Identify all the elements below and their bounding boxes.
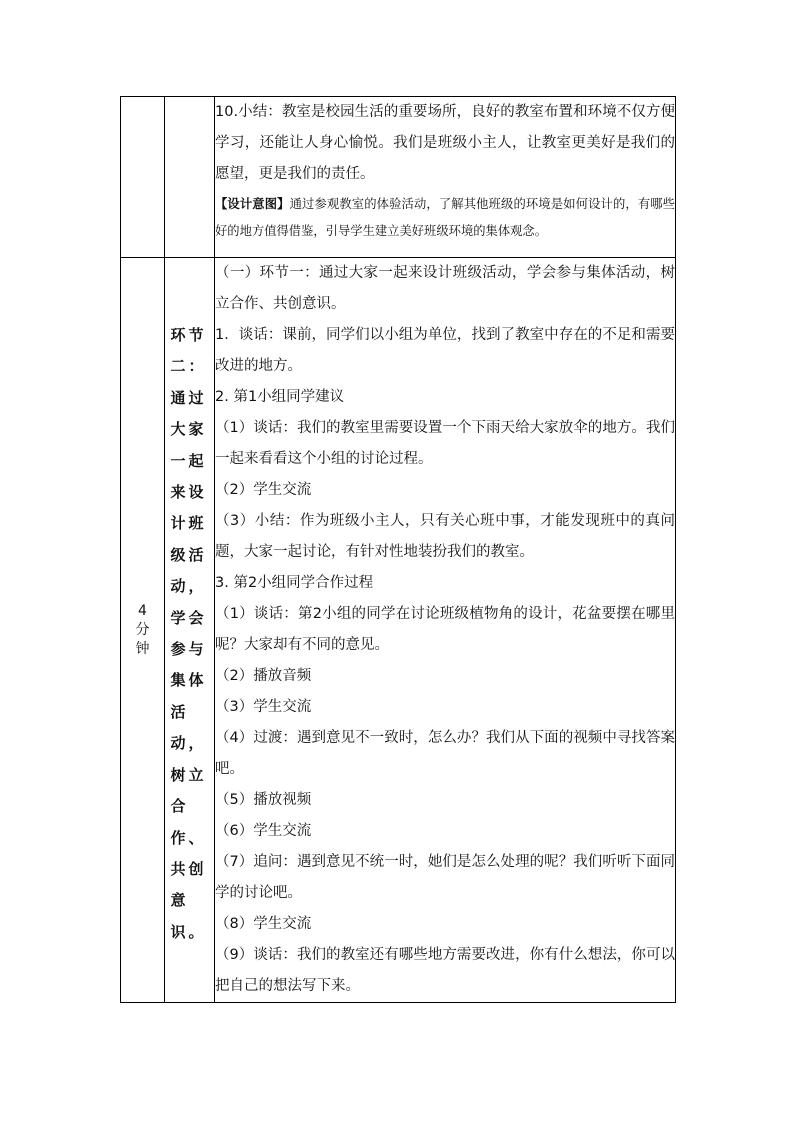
paragraph: （一）环节一：通过大家一起来设计班级活动，学会参与集体活动，树立合作、共创意识。 <box>215 265 675 312</box>
paragraph: 3. 第2小组同学合作过程 <box>215 575 374 591</box>
paragraph: （2）学生交流 <box>215 482 312 498</box>
time-cell-empty <box>121 97 165 258</box>
section-cell-empty <box>165 97 215 258</box>
paragraph: 1．谈话：课前，同学们以小组为单位，找到了教室中存在的不足和需要改进的地方。 <box>215 327 675 374</box>
design-intent-label: 【设计意图】 <box>215 196 290 211</box>
content-cell <box>215 258 676 1003</box>
paragraph: （5）播放视频 <box>215 792 312 808</box>
paragraph: （3）小结：作为班级小主人，只有关心班中事，才能发现班中的真问题，大家一起讨论，有针对性地装扮我们的教室。 <box>215 513 675 560</box>
paragraph: （2）播放音频 <box>215 668 312 684</box>
paragraph: （9）谈话：我们的教室还有哪些地方需要改进，你有什么想法，你可以把自己的想法写下来。 <box>215 947 675 994</box>
summary-paragraph: 10.小结：教室是校园生活的重要场所，良好的教室布置和环境不仅方便学习，还能让人身心愉悦。我们是班级小主人，让教室更美好是我们的愿望，更是我们的责任。 <box>215 104 675 182</box>
lesson-plan-table <box>120 96 676 1003</box>
paragraph: （6）学生交流 <box>215 823 312 839</box>
paragraph: 2. 第1小组同学建议 <box>215 389 345 405</box>
paragraph: （8）学生交流 <box>215 916 312 932</box>
section-cell <box>165 258 215 1003</box>
time-cell <box>121 258 165 1003</box>
duration-text: 4分钟 <box>135 602 150 657</box>
content-cell <box>215 97 676 258</box>
paragraph: （1）谈话：我们的教室里需要设置一个下雨天给大家放伞的地方。我们一起来看看这个小组的讨论过程。 <box>215 420 675 467</box>
paragraph: （1）谈话：第2小组的同学在讨论班级植物角的设计，花盆要摆在哪里呢？大家却有不同的意见。 <box>215 606 675 653</box>
table-row <box>121 258 676 1003</box>
design-intent <box>215 190 675 245</box>
paragraph: （7）追问：遇到意见不统一时，她们是怎么处理的呢？我们听听下面同学的讨论吧。 <box>215 854 675 901</box>
table-row <box>121 97 676 258</box>
design-intent-text: 通过参观教室的体验活动，了解其他班级的环境是如何设计的，有哪些好的地方值得借鉴，引导学生建立美好班级环境的集体观念。 <box>215 197 675 238</box>
section-title: 环节二：通过大家一起来设计班级活动，学会参与集体活动，树立合作、共创意识。 <box>170 326 207 941</box>
paragraph: （3）学生交流 <box>215 699 312 715</box>
paragraph: （4）过渡：遇到意见不一致时，怎么办？我们从下面的视频中寻找答案吧。 <box>215 730 675 777</box>
